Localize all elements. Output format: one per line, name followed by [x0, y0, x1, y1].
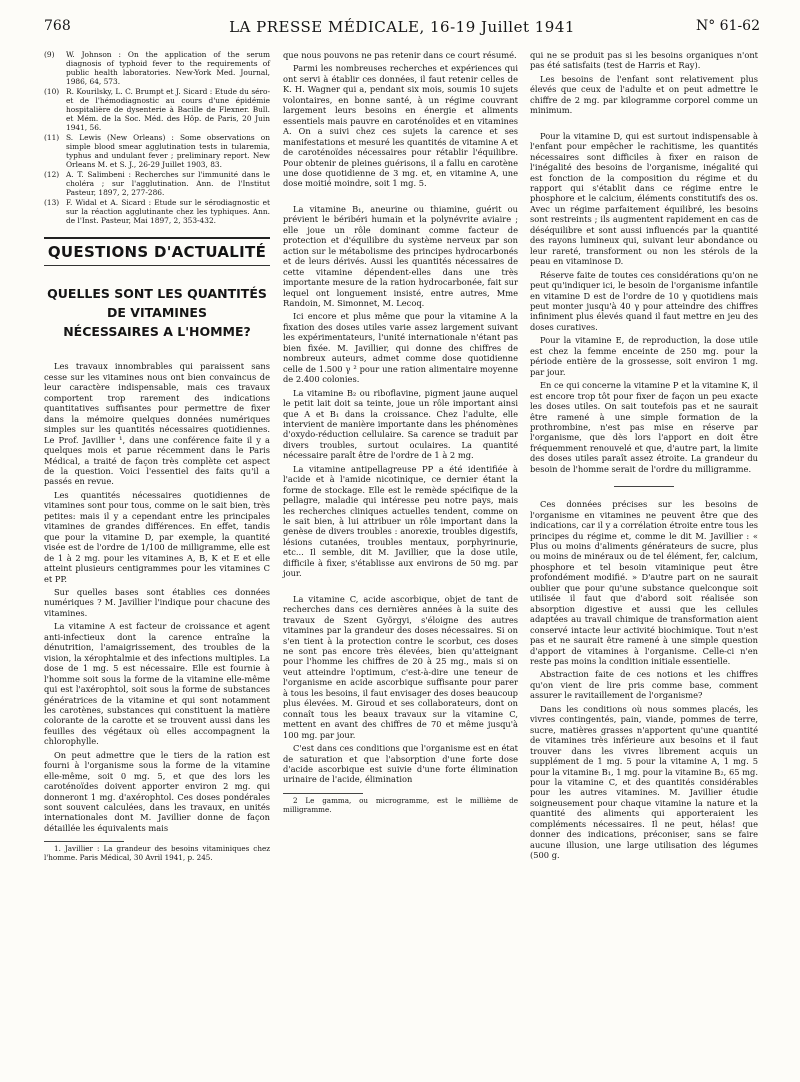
- paragraph: La vitamine A est facteur de croissance et agent anti-infectieux dont la carence entraîne la dénutrition, l'amaigrissement, des troubles de la vision, la xérophtalmie et des infections multiples. La dose de 1 mg. 5 est nécessaire. Elle est fournie à l'homme soit sous la forme de la vitamine elle-même qui est l'axérophtol, soit sous la forme de substances génératrices de la vitamine et qui sont notamment les carotènes, substances qui constituent la matière colorante de la carotte et se trouvent aussi dans les feuilles des végétaux où elles accompagnent la chlorophylle.: [44, 621, 270, 747]
- paragraph: En ce qui concerne la vitamine P et la vitamine K, il est encore trop tôt pour fixer de façon un peu exacte les doses utiles. On sait toutefois pas et ne saurait être ramené à une simple formation de la prothrombine, n'est pas mise en réserve par l'organisme, que dès lors l'apport en doit être fréquemment renouvelé et que, d'autre part, la limite des doses utiles paraît assez étroite. La grandeur du besoin de l'homme serait de l'ordre du milligramme.: [530, 380, 758, 474]
- paragraph: La vitamine B₁, aneurine ou thiamine, guérit ou prévient le béribéri humain et la polynévrite aviaire ; elle joue un rôle dominant comme facteur de protection et d'équilibre du système nerveux par son action sur le métabolisme des principes hydrocarbonés et de leurs dérivés. Aussi les quantités nécessaires de cette vitamine dépendent-elles dans une très importante mesure de la ration hydrocarbonée, fait sur lequel ont longuement insisté, entre autres, Mme Randoin, M. Simonnet, M. Lecoq.: [283, 203, 518, 308]
- reference-item: (10) R. Kourilsky, L. C. Brumpt et J. Sicard : Etude du séro- et de l'hémodiagnostic au cours d'une épidémie hospitalière de dysenterie à Bacille de Flexner. Bull. et Mém. de la Soc. Méd. des Hôp. de Paris, 20 Juin 1941, 56.: [44, 87, 270, 132]
- paragraph: que nous pouvons ne pas retenir dans ce court résumé.: [283, 50, 517, 60]
- paragraph: Sur quelles bases sont établies ces données numériques ? M. Javillier l'indique pour chacune des vitamines.: [44, 586, 270, 618]
- reference-item: (11) S. Lewis (New Orleans) : Some observations on simple blood smear agglutination tests in tularemia, typhus and undulant fever ; preliminary report. New Orleans M. et S. J., 26-29 Juillet 1903, 83.: [44, 133, 270, 169]
- paragraph: Parmi les nombreuses recherches et expériences qui ont servi à établir ces données, il faut retenir celles de K. H. Wagner qui a, pendant six mois, soumis 10 sujets volontaires, en bonne santé, à un régime couvrant largement leurs besoins en énergie et aliments essentiels mais pauvre en caroténoïdes et en vitamines A. On a suivi chez ces sujets la carence et ses manifestations et mesuré les quantités de vitamine A et de caroténoïdes nécessaires pour rétablir l'équilibre. Pour obtenir de pleines guérisons, il a fallu en carotène une dose quotidienne de 3 mg. et, en vitamine A, une dose moitié moindre, soit 1 mg. 5.: [283, 63, 518, 189]
- section-divider-bottom: [44, 265, 270, 266]
- paragraph: Les quantités nécessaires quotidiennes de vitamines sont pour tous, comme on le sait bien, très petites: mais il y a cependant entre les principales vitamines de grandes différences. En effet, tandis que pour la vitamine D, par exemple, la quantité visée est de l'ordre de 1/100 de milligramme, elle est de 1 à 2 mg. pour les vitamines A, B, K et E et elle atteint plusieurs centigrammes pour les vitamines C et PP.: [44, 489, 270, 584]
- paragraph: La vitamine B₂ ou riboflavine, pigment jaune auquel le petit lait doit sa teinte, joue un rôle important ainsi que A et B₁ dans la croissance. Chez l'adulte, elle intervient de manière importante dans les phénomènes d'oxydo-réduction cellulaire. Sa carence se traduit par divers troubles, surtout oculaires. La quantité nécessaire paraît être de l'ordre de 1 à 2 mg.: [283, 387, 518, 461]
- issue-number: N° 61-62: [695, 18, 760, 34]
- column-1: [44, 50, 270, 866]
- paragraph: Les travaux innombrables qui paraissent sans cesse sur les vitamines nous ont bien convaincus de leur caractère indispensable, mais ces travaux comportent trop rarement des indications quantitatives suffisantes pour permettre de fixer dans la mémoire quelques données numériques simples sur les quantités nécessaires quotidiennes. Le Prof. Javillier ¹, dans une conférence faite il y a quelques mois et parue récemment dans le Paris Médical, a traité de façon très complète cet aspect de la question. Voici l'essentiel des faits qu'il a passés en revue.: [44, 361, 270, 487]
- paragraph: Les besoins de l'enfant sont relativement plus élevés que ceux de l'adulte et on peut admettre le chiffre de 2 mg. par kilogramme corporel comme un minimum.: [530, 73, 758, 116]
- page-header: [44, 18, 760, 42]
- paragraph: Pour la vitamine D, qui est surtout indispensable à l'enfant pour empêcher le rachitisme, les quantités nécessaires sont difficiles à fixer en raison de l'inégalité des besoins de l'organisme, inégalité qui est fonction de la composition du régime et du rapport qui s'établit dans ce régime entre le phosphore et le calcium, éléments constitutifs des os. Avec un régime parfaitement équilibré, les besoins sont restreints ; ils augmentent rapidement en cas de déséquilibre et sont aussi influencés par la quantité des rayons lumineux qui, suivant leur abondance ou leur rareté, transforment ou non les stérols de la peau en vitaminose D.: [530, 130, 758, 267]
- paragraph: C'est dans ces conditions que l'organisme est en état de saturation et que l'absorption d'une forte dose d'acide ascorbique est suivie d'une forte élimination urinaire de l'acide, élimination: [283, 743, 518, 785]
- footnote: 1. Javillier : La grandeur des besoins vitaminiques chez l'homme. Paris Médical, 30 Avril 1941, p. 245.: [44, 844, 270, 863]
- section-title: QUESTIONS D'ACTUALITÉ: [47, 243, 267, 261]
- reference-item: (9) W. Johnson : On the application of the serum diagnosis of typhoid fever to the requirements of public health laboratories. New-York Med. Journal, 1986, 64, 573.: [44, 50, 270, 86]
- paragraph: Pour la vitamine E, de reproduction, la dose utile est chez la femme enceinte de 250 mg. pour la période entière de la grossesse, soit environ 1 mg. par jour.: [530, 335, 758, 377]
- references-list: [44, 50, 270, 225]
- paragraph: qui ne se produit pas si les besoins organiques n'ont pas été satisfaits (test de Harris et Ray).: [530, 50, 758, 71]
- reference-item: (12) A. T. Salimbeni : Recherches sur l'immunité dans le choléra ; sur l'agglutination. Ann. de l'Institut Pasteur, 1897, 2, 277-286.: [44, 170, 270, 197]
- paragraph: Ces données précises sur les besoins de l'organisme en vitamines ne peuvent être que des indications, car il y a corrélation étroite entre tous les principes du régime et, comme le dit M. Javillier : « Plus ou moins d'aliments générateurs de sucre, plus ou moins de minéraux ou de tel élément, fer, calcium, phosphore et tel besoin vitaminique peut être profondément modifié. » D'autre part on ne saurait oublier que pour qu'une substance quelconque soit utilisée il faut que d'abord soit réalisée son absorption digestive et aussi que les cellules adaptées au travail chimique de transformation aient conservé intacte leur activité biochimique. Tout n'est pas et ne saurait être ramené à une simple question d'apport de vitamines à l'organisme. Celle-ci n'en reste pas moins la condition initiale essentielle.: [530, 499, 758, 667]
- footnote: 2 Le gamma, ou microgramme, est le millième de milligramme.: [283, 795, 518, 814]
- column-2: [283, 50, 518, 818]
- paragraph: Dans les conditions où nous sommes placés, les vivres contingentés, pain, viande, pommes de terre, sucre, matières grasses n'apportent qu'une quantité de vitamines très inférieure aux besoins et il faut trouver dans les vivres librement acquis un supplément de 1 mg. 5 pour la vitamine A, 1 mg. 5 pour la vitamine B₁, 1 mg. pour la vitamine B₂, 65 mg. pour la vitamine C, et des quantités considérables pour les autres vitamines. M. Javillier étudie soigneusement pour chaque vitamine la nature et la quantité des aliments qui apporteraient les compléments nécessaires. Il ne peut, hélas! que donner des indications, préconiser, sans se faire aucune illusion, une large utilisation des légumes (500 g.: [530, 703, 758, 861]
- footnote-rule: [283, 793, 363, 794]
- paragraph: Réserve faite de toutes ces considérations qu'on ne peut qu'indiquer ici, le besoin de l'organisme infantile en vitamine D est de l'ordre de 10 γ quotidiens mais peut monter jusqu'à 40 γ pour atteindre des chiffres infiniment plus élevés quand il faut mettre en jeu des doses curatives.: [530, 269, 758, 332]
- article-title: QUELLES SONT LES QUANTITÉS DE VITAMINES NÉCESSAIRES A L'HOMME?: [47, 286, 267, 340]
- column-3: [530, 50, 758, 864]
- reference-item: (13) F. Widal et A. Sicard : Etude sur le sérodiagnostic et sur la réaction agglutinante chez les typhiques. Ann. de l'Inst. Pasteur, Mai 1897, 2, 353-432.: [44, 198, 270, 225]
- paragraph: Abstraction faite de ces notions et les chiffres qu'on vient de lire pris comme base, comment assurer le ravitaillement de l'organisme?: [530, 669, 758, 701]
- journal-title: LA PRESSE MÉDICALE, 16-19 Juillet 1941: [229, 18, 575, 36]
- paragraph: La vitamine C, acide ascorbique, objet de tant de recherches dans ces dernières années à la suite des travaux de Szent Györgyi, s'éloigne des autres vitamines par la grandeur des doses nécessaires. Si on s'en tient à la protection contre le scorbut, ces doses ne sont pas encore très élevées, bien qu'atteignant pour l'homme les chiffres de 20 à 25 mg., mais si on veut atteindre l'optimum, c'est-à-dire une teneur de l'organisme en acide ascorbique suffisante pour parer à tous les besoins, il faut envisager des doses beaucoup plus élevées. M. Giroud et ses collaborateurs, dont on connaît tous les beaux travaux sur la vitamine C, mettent en avant des chiffres de 70 et même jusqu'à 100 mg. par jour.: [283, 593, 518, 740]
- page-number: 768: [44, 18, 71, 34]
- footnote-rule: [44, 841, 124, 842]
- paragraph: La vitamine antipellagreuse PP a été identifiée à l'acide et à l'amide nicotinique, ce dernier étant la forme de stockage. Elle est le remède spécifique de la pellagre, maladie qui intéresse peu notre pays, mais les recherches cliniques actuelles tendent, comme on le sait bien, à lui attribuer un rôle important dans la genèse de divers troubles : anorexie, troubles digestifs, lésions cutanées, troubles mentaux, porphyrinurie, etc... Il semble, dit M. Javillier, que la dose utile, difficile à fixer, s'établisse aux environs de 50 mg. par jour.: [283, 463, 518, 579]
- section-divider: [44, 237, 270, 239]
- paragraph: On peut admettre que le tiers de la ration est fourni à l'organisme sous la forme de la vitamine elle-même, soit 0 mg. 5, et que des lors les caroténoïdes doivent apporter environ 2 mg. qui donneront 1 mg. d'axérophtol. Ces doses pondérales sont souvent calculées, dans les travaux, en unités internationales dont M. Javillier donne de façon détaillée les équivalents mais: [44, 749, 270, 833]
- separator: [614, 486, 674, 487]
- paragraph: Ici encore et plus même que pour la vitamine A la fixation des doses utiles varie assez largement suivant les expérimentateurs, l'unité internationale n'étant pas bien fixée. M. Javillier, qui donne des chiffres de nombreux auteurs, admet comme dose quotidienne celle de 1.500 γ ² pour une ration alimentaire moyenne de 2.400 colonies.: [283, 311, 518, 385]
